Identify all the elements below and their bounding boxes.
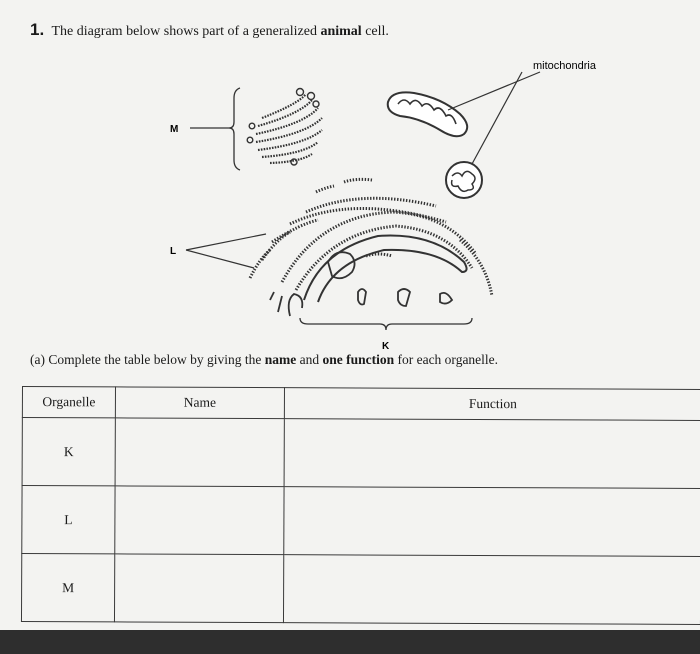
subquestion-bold-function: one function [322,352,395,367]
golgi-apparatus [247,89,322,166]
question-text-before: The diagram below shows part of a generalized [51,24,321,39]
subquestion-prefix: (a) Complete the table below by giving the [30,352,265,367]
m-bracket [229,88,240,170]
function-cell[interactable] [284,419,700,489]
organelle-table [21,386,700,625]
organelle-cell: M [21,554,114,622]
header-name: Name [115,387,284,419]
subquestion-mid: and [296,352,323,367]
name-cell[interactable] [115,418,284,487]
function-cell[interactable] [284,487,700,557]
organelle-cell: L [22,486,115,554]
m-label: M [170,124,179,135]
question-bold-word: animal [320,24,362,39]
function-cell[interactable] [283,555,700,625]
mito-pointer-1 [448,72,540,110]
nucleus [270,236,467,316]
table-header-row [22,387,700,421]
name-cell[interactable] [114,554,283,623]
table-row [22,418,700,489]
bottom-bar [0,630,700,654]
mitochondrion-round [446,162,482,198]
l-pointer-2 [186,250,254,268]
table-row [21,554,700,625]
name-cell[interactable] [115,486,284,555]
subquestion-suffix: for each organelle. [394,352,499,367]
table-row [22,486,700,557]
k-label: K [382,341,390,352]
k-bracket [300,318,472,330]
question-number: 1. [30,20,45,39]
mitochondrion-elongated [388,92,467,136]
l-label: L [170,246,177,257]
subquestion-bold-name: name [264,352,297,367]
mitochondria-label: mitochondria [533,60,596,72]
organelle-cell: K [22,418,115,486]
l-pointer-1 [186,234,266,250]
header-organelle: Organelle [22,387,115,418]
mito-pointer-2 [472,72,522,164]
question-text-after: cell. [361,24,389,39]
header-function: Function [284,388,700,421]
subquestion-a [30,352,498,368]
